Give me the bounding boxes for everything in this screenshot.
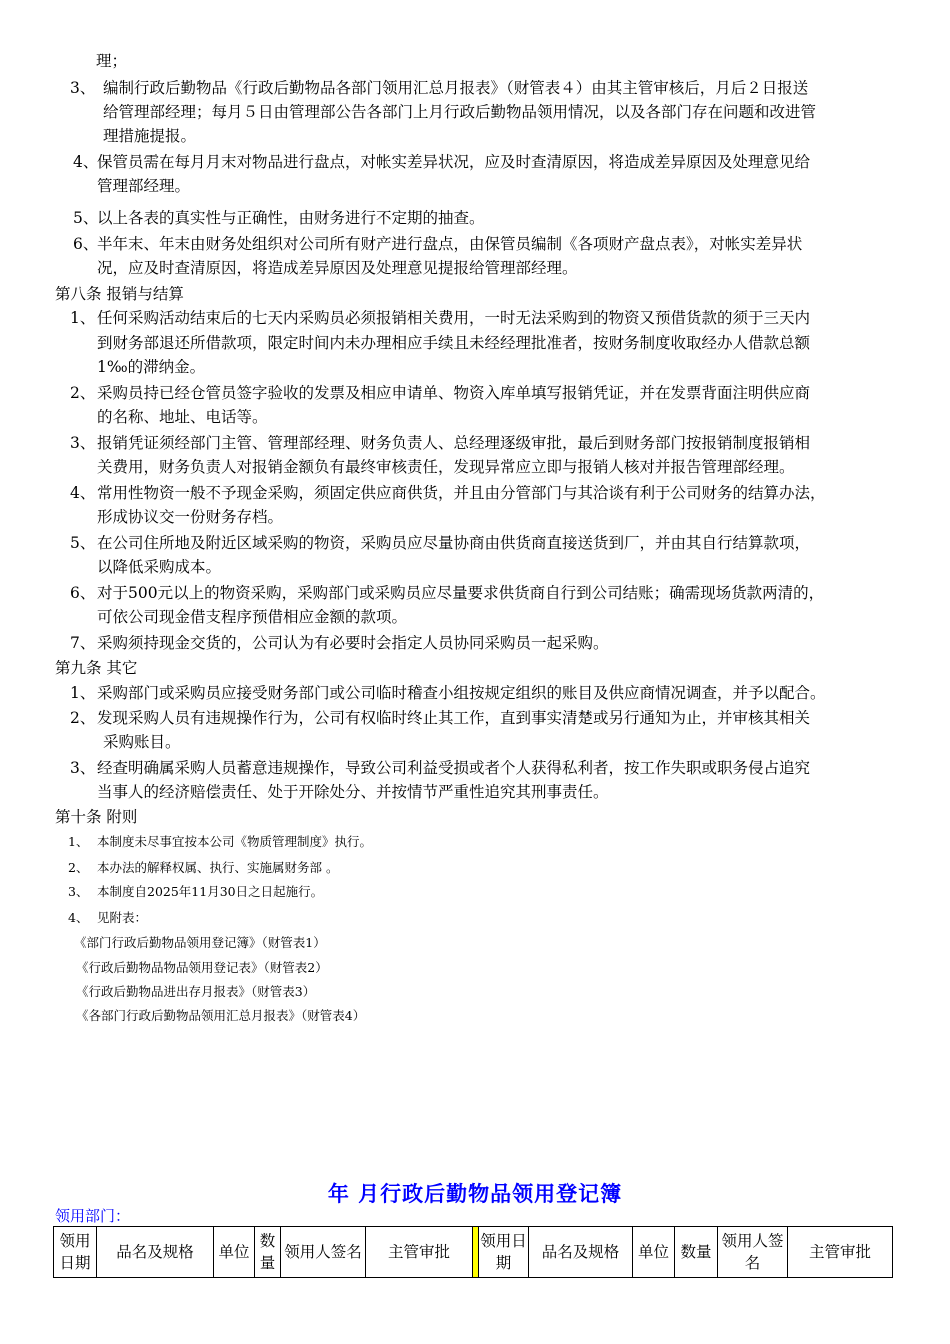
text-line: 保管员需在每月月末对物品进行盘点，对帐实差异状况，应及时查清原因，将造成差异原因及处理意见给 [97,153,811,171]
header-cell: 领用人签名 [718,1227,788,1278]
header-cell: 单位 [214,1227,255,1278]
header-cell: 数量 [675,1227,718,1278]
item-number: 2、 [70,384,96,402]
item-number: 2、 [70,709,96,727]
text-line: 对于500元以上的物资采购，采购部门或采购员应尽量要求供货商自行到公司结账；确需现场货款两清的， [97,584,825,602]
text-line: 发现采购人员有违规操作行为，公司有权临时终止其工作，直到事实清楚或另行通知为止，并审核其相关 [97,709,811,727]
text-line: 编制行政后勤物品《行政后勤物品各部门领用汇总月报表》（财管表４）由其主管审核后，月后２日报送 [103,79,809,97]
header-cell: 品名及规格 [97,1227,214,1278]
text-line: 任何采购活动结束后的七天内采购员必须报销相关费用，一时无法采购到的物资又预借货款的须于三天内 [97,309,811,327]
header-cell: 领用日期 [479,1227,529,1278]
register-table [53,1226,893,1278]
item-number: 1、 [70,684,96,702]
text-line: 的名称、地址、电话等。 [97,408,268,426]
item-number: 5、 [73,209,99,227]
text-line: 采购部门或采购员应接受财务部门或公司临时稽查小组按规定组织的账目及供应商情况调查，并予以配合。 [97,684,826,702]
text-line: 理措施提报。 [103,127,197,145]
text-line: 关费用，财务负责人对报销金额负有最终审核责任，发现异常应立即与报销人核对并报告管理部经理。 [97,458,795,476]
text-line: 1‰的滞纳金。 [97,358,206,376]
section-heading: 第九条 其它 [55,659,138,677]
appendix-item: 《行政后勤物品物品领用登记表》（财管表2） [76,960,328,975]
text-line: 以降低采购成本。 [97,558,222,576]
text-line: 管理部经理。 [97,177,191,195]
section-heading: 第十条 附则 [55,808,138,826]
appendix-item: 《部门行政后勤物品领用登记簿》（财管表1） [74,935,326,950]
text-line: 报销凭证须经部门主管、管理部经理、财务负责人、总经理逐级审批，最后到财务部门按报销制度报销相 [97,434,811,452]
item-number: 7、 [70,634,96,652]
item-number: 3、 [70,79,96,97]
text-line: 本办法的解释权属、执行、实施属财务部 。 [97,860,339,875]
text-line: 给管理部经理；每月５日由管理部公告各部门上月行政后勤物品领用情况，以及各部门存在问题和改进管 [103,103,817,121]
text-line: 半年末、年末由财务处组织对公司所有财产进行盘点，由保管员编制《各项财产盘点表》，对帐实差异状 [97,235,803,253]
header-cell: 品名及规格 [529,1227,633,1278]
item-number: 3、 [70,434,96,452]
item-number: 4、 [70,484,96,502]
header-cell: 主管审批 [788,1227,893,1278]
text-line: 以上各表的真实性与正确性，由财务进行不定期的抽查。 [97,209,485,227]
table-header-row [54,1227,893,1278]
header-cell: 单位 [633,1227,675,1278]
text-line: 采购员持已经仓管员签字验收的发票及相应申请单、物资入库单填写报销凭证，并在发票背面注明供应商 [97,384,811,402]
text-line: 形成协议交一份财务存档。 [97,508,284,526]
item-number: 6、 [70,584,96,602]
item-number: 5、 [70,534,96,552]
section-heading: 第八条 报销与结算 [55,285,184,303]
item-number: 2、 [68,860,89,875]
text-line: 本制度自2025年11月30日之日起施行。 [97,884,324,899]
text-line: 见附表： [97,910,148,925]
text-line: 可依公司现金借支程序预借相应金额的款项。 [97,608,408,626]
appendix-item: 《各部门行政后勤物品领用汇总月报表》（财管表4） [76,1008,366,1023]
item-number: 6、 [73,235,99,253]
dept-label: 领用部门： [55,1207,131,1225]
appendix-item: 《行政后勤物品进出存月报表》（财管表3） [76,984,316,999]
text-line: 采购须持现金交货的，公司认为有必要时会指定人员协同采购员一起采购。 [97,634,609,652]
header-cell: 领用日期 [54,1227,97,1278]
text-line: 常用性物资一般不予现金采购，须固定供应商供货，并且由分管部门与其洽谈有利于公司财务的结算办法， [97,484,826,502]
item-number: 4、 [73,153,99,171]
text-line: 在公司住所地及附近区域采购的物资，采购员应尽量协商由供货商直接送货到厂，并由其自行结算款项， [97,534,811,552]
header-cell: 主管审批 [366,1227,473,1278]
text-line: 本制度未尽事宜按本公司《物质管理制度》执行。 [97,834,373,849]
text-line: 采购账目。 [103,733,181,751]
text-line: 经查明确属采购人员蓄意违规操作，导致公司利益受损或者个人获得私利者，按工作失职或职务侵占追究 [97,759,811,777]
item-number: 3、 [68,884,89,899]
text-line: 况，应及时查清原因，将造成差异原因及处理意见提报给管理部经理。 [97,259,578,277]
register-title: 年 月行政后勤物品领用登记簿 [327,1182,623,1206]
item-number: 1、 [68,834,89,849]
text-line: 理； [96,52,128,70]
text-line: 到财务部退还所借款项，限定时间内未办理相应手续且未经经理批准者，按财务制度收取经办人借款总额 [97,334,811,352]
item-number: 4、 [68,910,89,925]
text-line: 当事人的经济赔偿责任、处于开除处分、并按情节严重性追究其刑事责任。 [97,783,609,801]
header-cell: 数量 [255,1227,281,1278]
item-number: 1、 [70,309,96,327]
item-number: 3、 [70,759,96,777]
header-cell: 领用人签名 [281,1227,366,1278]
